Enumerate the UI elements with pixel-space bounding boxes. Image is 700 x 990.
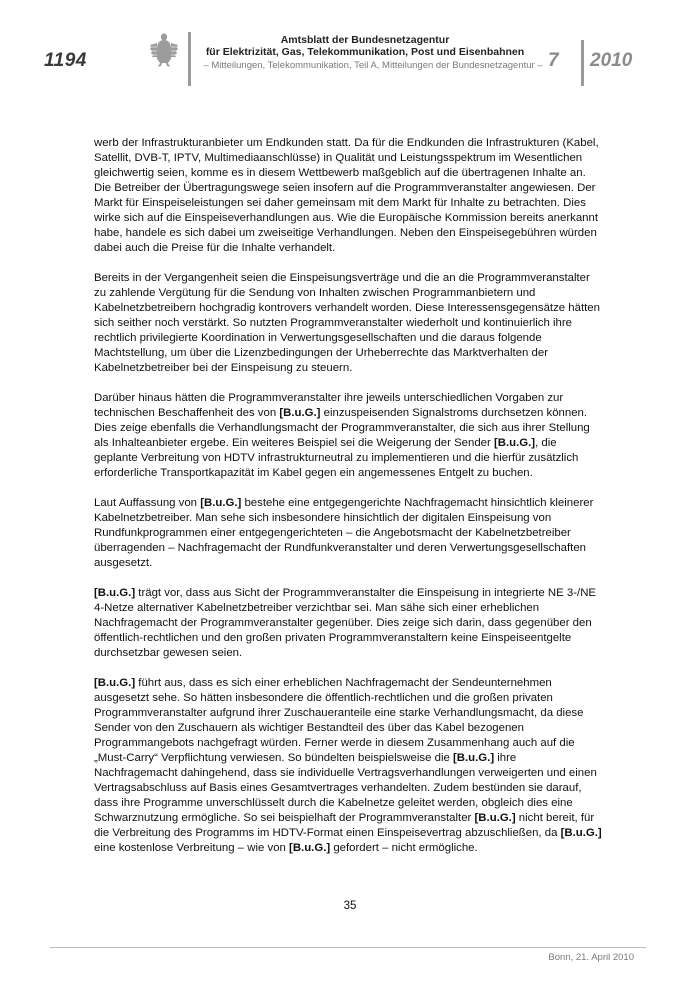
paragraph <box>94 676 602 856</box>
text-run: Darüber hinaus hätten die Programmveranstalter ihre jeweils unterschiedlichen Vorgaben zur technischen Beschaffenheit des von <box>94 392 564 419</box>
footer-divider <box>50 947 646 948</box>
redaction-marker: [B.u.G.] <box>493 437 536 449</box>
journal-page-number: 1194 <box>44 50 87 71</box>
redaction-marker: [B.u.G.] <box>289 842 331 854</box>
text-run: Bereits in der Vergangenheit seien die Einspeisungsverträge und die an die Programmveranstalter zu zahlende Vergütung für die Sendung von Inhalten zwischen Programmanbietern und Kabelnetzbetreibern hochgradig kontrovers verhandelt worden. Diese Interessensgegensätze hätten sich seither noch verstärkt. So nutzten Programmveranstalter wiederholt und kontinuierlich ihre rechtlich privilegierte Koordination in Verwertungsgesellschaften und die daraus folgende Machtstellung, um über die Lizenzbedingungen der Urheberrechte das Marktverhalten der Kabelnetzbetreiber bei der Einspeisung zu steuern. <box>94 272 600 374</box>
journal-title-line2: für Elektrizität, Gas, Telekommunikation, Post und Eisenbahnen <box>205 46 525 58</box>
redaction-marker: [B.u.G.] <box>560 827 602 839</box>
paragraph <box>94 496 602 571</box>
redaction-marker: [B.u.G.] <box>200 497 242 509</box>
federal-eagle-icon <box>149 32 179 68</box>
text-run: bestehe eine entgegengerichte Nachfragemacht hinsichtlich kleinerer Kabelnetzbetreiber. Man sehe sich insbesondere hinsichtlich der digitalen Einspeisung von Rundfunkprogrammen einer entgegengerichteten – die Angebotsmacht der Kabelnetzbetreiber überragenden – Nachfragemacht der Rundfunkveranstalter und deren Verwertungsgesellschaften ausgesetzt. <box>94 497 594 569</box>
redaction-marker: [B.u.G.] <box>452 752 495 764</box>
text-run: Laut Auffassung von <box>94 497 201 509</box>
redaction-marker: [B.u.G.] <box>94 587 136 599</box>
issue-year: 2010 <box>590 50 633 71</box>
footer-date: Bonn, 21. April 2010 <box>548 952 634 963</box>
journal-title-line1: Amtsblatt der Bundesnetzagentur <box>280 34 450 46</box>
redaction-marker: [B.u.G.] <box>474 812 516 824</box>
redaction-marker: [B.u.G.] <box>279 407 321 419</box>
paragraph <box>94 271 602 376</box>
text-run: führt aus, dass es sich einer erheblichen Nachfragemacht der Sendeunternehmen ausgesetzt sehe. So hätten insbesondere die öffentlich-rechtlichen und die großen privaten Programmveranstalter aufgrund ihrer Zuschaueranteile eine starke Verhandlungsmacht, da diese Sender von den Zuschauern als wichtiger Bestandteil des über das Kabel bezogenen Programmangebots nachgefragt würden. Ferner werde in diesem Zusammenhang auch auf die „Must-Carry“ Verpflichtung verwiesen. So bündelten beispielsweise die <box>94 677 584 764</box>
text-run: nicht bereit, für die Verbreitung des Programms im HDTV-Format einen Einspeisevertrag abzuschließen, da <box>94 812 595 839</box>
text-run: gefordert – nicht ermögliche. <box>330 842 478 854</box>
document-body <box>94 136 602 871</box>
paragraph <box>94 391 602 481</box>
journal-subtitle: – Mitteilungen, Telekommunikation, Teil A, Mitteilungen der Bundesnetzagentur – <box>203 60 543 71</box>
paragraph <box>94 136 602 256</box>
issue-divider <box>581 40 584 86</box>
text-run: , die geplante Verbreitung von HDTV infrastrukturneutral zu implementieren und die hierfür zusätzlich erforderliche Transportkapazität im Kabel gegen ein angemessenes Entgelt zu buchen. <box>94 437 579 479</box>
issue-number: 7 <box>548 50 559 71</box>
text-run: eine kostenlose Verbreitung – wie von <box>94 842 290 854</box>
paragraph <box>94 586 602 661</box>
page-number: 35 <box>343 900 357 912</box>
text-run: trägt vor, dass aus Sicht der Programmveranstalter die Einspeisung in integrierte NE 3-/NE 4-Netze alternativer Kabelnetzbetreiber verzichtbar sei. Man sähe sich einer erheblichen Nachfragemacht der Programmveranstalter gegenüber. Dies zeige sich darin, dass gegenüber den öffentlich-rechtlichen und den großen privaten Programmveranstaltern keine Einspeiseentgelte durchsetzbar gewesen seien. <box>94 587 597 659</box>
header-divider <box>188 32 191 86</box>
text-run: werb der Infrastrukturanbieter um Endkunden statt. Da für die Endkunden die Infrastrukturen (Kabel, Satellit, DVB-T, IPTV, Multimediaanschlüsse) in Qualität und Leistungsspektrum im Wesentlichen gleichwertig seien, komme es in diesem Wettbewerb maßgeblich auf die übertragenen Inhalte an. Die Betreiber der Übertragungswege seien insofern auf die Programmveranstalter angewiesen. Der Markt für Einspeiseleistungen sei daher gemeinsam mit dem Markt für Inhalte zu betrachten. Dies wirke sich auf die Einspeiseverhandlungen aus. Wie die Europäische Kommission bereits anerkannt habe, handele es sich dabei um zweiseitige Verhandlungen. Neben den Einspeisegebühren würden dabei auch die Preise für die Inhalte verhandelt. <box>94 137 599 254</box>
text-run: einzuspeisenden Signalstroms durchsetzen können. Dies zeige ebenfalls die Verhandlungsmacht der Programmveranstalter, die sich aus ihrer Stellung als Inhalteanbieter ergebe. Ein weiteres Beispiel sei die Weigerung der Sender <box>94 407 590 449</box>
journal-title <box>200 34 530 58</box>
redaction-marker: [B.u.G.] <box>94 677 136 689</box>
text-run: ihre Nachfragemacht dahingehend, dass sie individuelle Vertragsverhandlungen verweigerten und einen Vertragsabschluss auf Basis eines Gesamtvertrages verhandelten. Zudem bestünden sie darauf, dass ihre Programme unverschlüsselt durch die Kabelnetze geleitet werden, obgleich dies eine Schwarznutzung ermögliche. So sei beispielhaft der Programmveranstalter <box>94 752 597 824</box>
